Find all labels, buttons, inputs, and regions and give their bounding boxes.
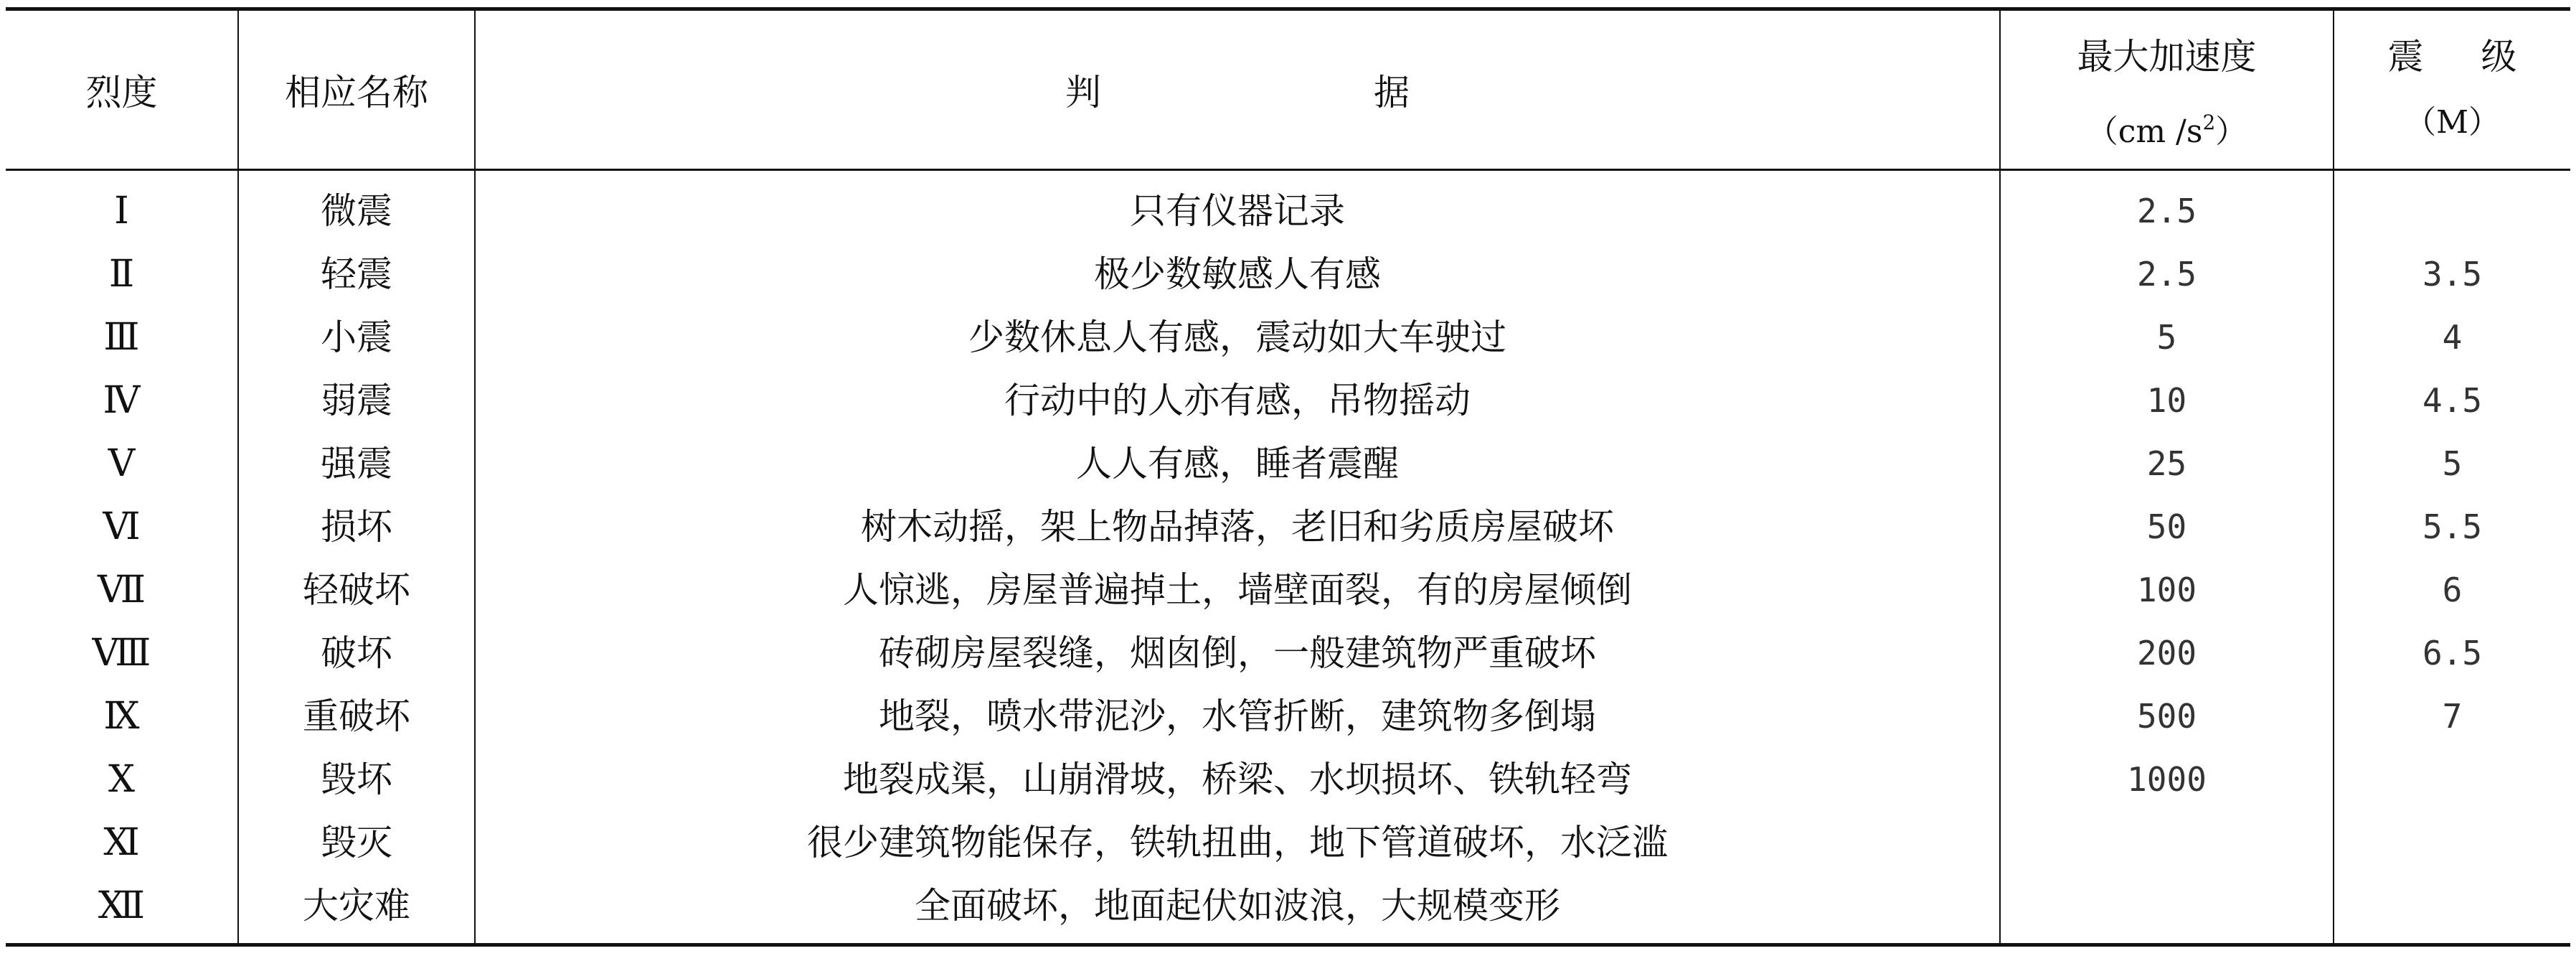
cell-magnitude: 6.5: [2334, 622, 2570, 685]
header-magnitude-label: 震级: [2387, 36, 2575, 78]
table-row: [6, 170, 2570, 243]
header-magnitude-unit: （M）: [2404, 104, 2501, 141]
cell-magnitude: 4: [2334, 306, 2570, 369]
cell-magnitude: 6: [2334, 558, 2570, 622]
cell-magnitude: 4.5: [2334, 369, 2570, 432]
cell-intensity: Ⅸ: [103, 695, 140, 738]
cell-magnitude: [2334, 748, 2570, 811]
table-row: [6, 622, 2570, 685]
cell-criteria: 砖砌房屋裂缝，烟囱倒，一般建筑物严重破坏: [475, 622, 2000, 685]
cell-intensity: Ⅶ: [97, 568, 146, 611]
cell-magnitude: 5: [2334, 432, 2570, 495]
cell-max-acceleration: 25: [2000, 432, 2334, 495]
cell-name: 强震: [238, 432, 475, 495]
cell-magnitude: [2334, 874, 2570, 945]
cell-name: 毁灭: [238, 811, 475, 874]
cell-name: 破坏: [238, 622, 475, 685]
cell-max-acceleration: 5: [2000, 306, 2334, 369]
cell-intensity: Ⅻ: [6, 874, 238, 945]
cell-name: 弱震: [238, 369, 475, 432]
cell-criteria: 极少数敏感人有感: [475, 243, 2000, 306]
table-row: [6, 748, 2570, 811]
cell-name: 毁坏: [238, 748, 475, 811]
cell-intensity: Ⅱ: [108, 253, 135, 296]
cell-max-acceleration: 1000: [2000, 748, 2334, 811]
cell-magnitude: 3.5: [2334, 243, 2570, 306]
cell-criteria: 只有仪器记录: [475, 170, 2000, 243]
cell-max-acceleration: [2000, 874, 2334, 945]
cell-criteria: 少数休息人有感，震动如大车驶过: [475, 306, 2000, 369]
table-body: [6, 170, 2570, 945]
table-row: [6, 558, 2570, 622]
cell-intensity: Ⅷ: [92, 632, 151, 675]
cell-name: 损坏: [238, 495, 475, 558]
table-row: [6, 874, 2570, 945]
header-max-acceleration-label: 最大加速度: [2077, 36, 2257, 78]
earthquake-intensity-table: [6, 7, 2575, 947]
cell-name: 轻震: [238, 243, 475, 306]
cell-max-acceleration: 2.5: [2000, 243, 2334, 306]
table-row: [6, 432, 2570, 495]
cell-max-acceleration: 50: [2000, 495, 2334, 558]
table-row: [6, 306, 2570, 369]
cell-intensity: Ⅵ: [103, 505, 141, 548]
cell-criteria: 行动中的人亦有感，吊物摇动: [475, 369, 2000, 432]
header-row: [6, 9, 2570, 170]
cell-intensity: Ⅰ: [114, 189, 129, 233]
cell-intensity: Ⅳ: [103, 379, 141, 422]
cell-magnitude: [2334, 170, 2570, 243]
cell-magnitude: 7: [2334, 685, 2570, 748]
cell-max-acceleration: 2.5: [2000, 170, 2334, 243]
cell-max-acceleration: 500: [2000, 685, 2334, 748]
cell-criteria: 人人有感，睡者震醒: [475, 432, 2000, 495]
header-max-acceleration-unit: （cm $/s^2$）: [2086, 111, 2247, 150]
header-intensity: 烈度: [6, 9, 238, 170]
header-max-acceleration: [2000, 9, 2334, 170]
cell-intensity: Ⅺ: [103, 821, 140, 864]
cell-max-acceleration: 200: [2000, 622, 2334, 685]
cell-criteria: 很少建筑物能保存，铁轨扭曲，地下管道破坏，水泛滥: [475, 811, 2000, 874]
table-row: [6, 811, 2570, 874]
cell-magnitude: 5.5: [2334, 495, 2570, 558]
cell-name: 小震: [238, 306, 475, 369]
cell-criteria: 地裂，喷水带泥沙，水管折断，建筑物多倒塌: [475, 685, 2000, 748]
cell-magnitude: [2334, 811, 2570, 874]
cell-intensity: Ⅹ: [108, 758, 136, 801]
cell-name: 重破坏: [238, 685, 475, 748]
cell-name: 大灾难: [238, 874, 475, 945]
cell-criteria: 全面破坏，地面起伏如波浪，大规模变形: [475, 874, 2000, 945]
cell-criteria: 人惊逃，房屋普遍掉土，墙壁面裂，有的房屋倾倒: [475, 558, 2000, 622]
header-criteria: 判据: [475, 9, 2000, 170]
cell-criteria: 树木动摇，架上物品掉落，老旧和劣质房屋破坏: [475, 495, 2000, 558]
table-row: [6, 495, 2570, 558]
cell-max-acceleration: [2000, 811, 2334, 874]
table-row: [6, 685, 2570, 748]
table-row: [6, 369, 2570, 432]
cell-max-acceleration: 100: [2000, 558, 2334, 622]
header-magnitude: [2334, 9, 2575, 170]
header-name: 相应名称: [238, 9, 475, 170]
cell-criteria: 地裂成渠，山崩滑坡，桥梁、水坝损坏、铁轨轻弯: [475, 748, 2000, 811]
table-row: [6, 243, 2570, 306]
cell-name: 轻破坏: [238, 558, 475, 622]
cell-name: 微震: [238, 170, 475, 243]
cell-max-acceleration: 10: [2000, 369, 2334, 432]
table-header: [6, 9, 2575, 170]
cell-intensity: Ⅴ: [108, 442, 136, 485]
cell-intensity: Ⅲ: [103, 316, 140, 359]
